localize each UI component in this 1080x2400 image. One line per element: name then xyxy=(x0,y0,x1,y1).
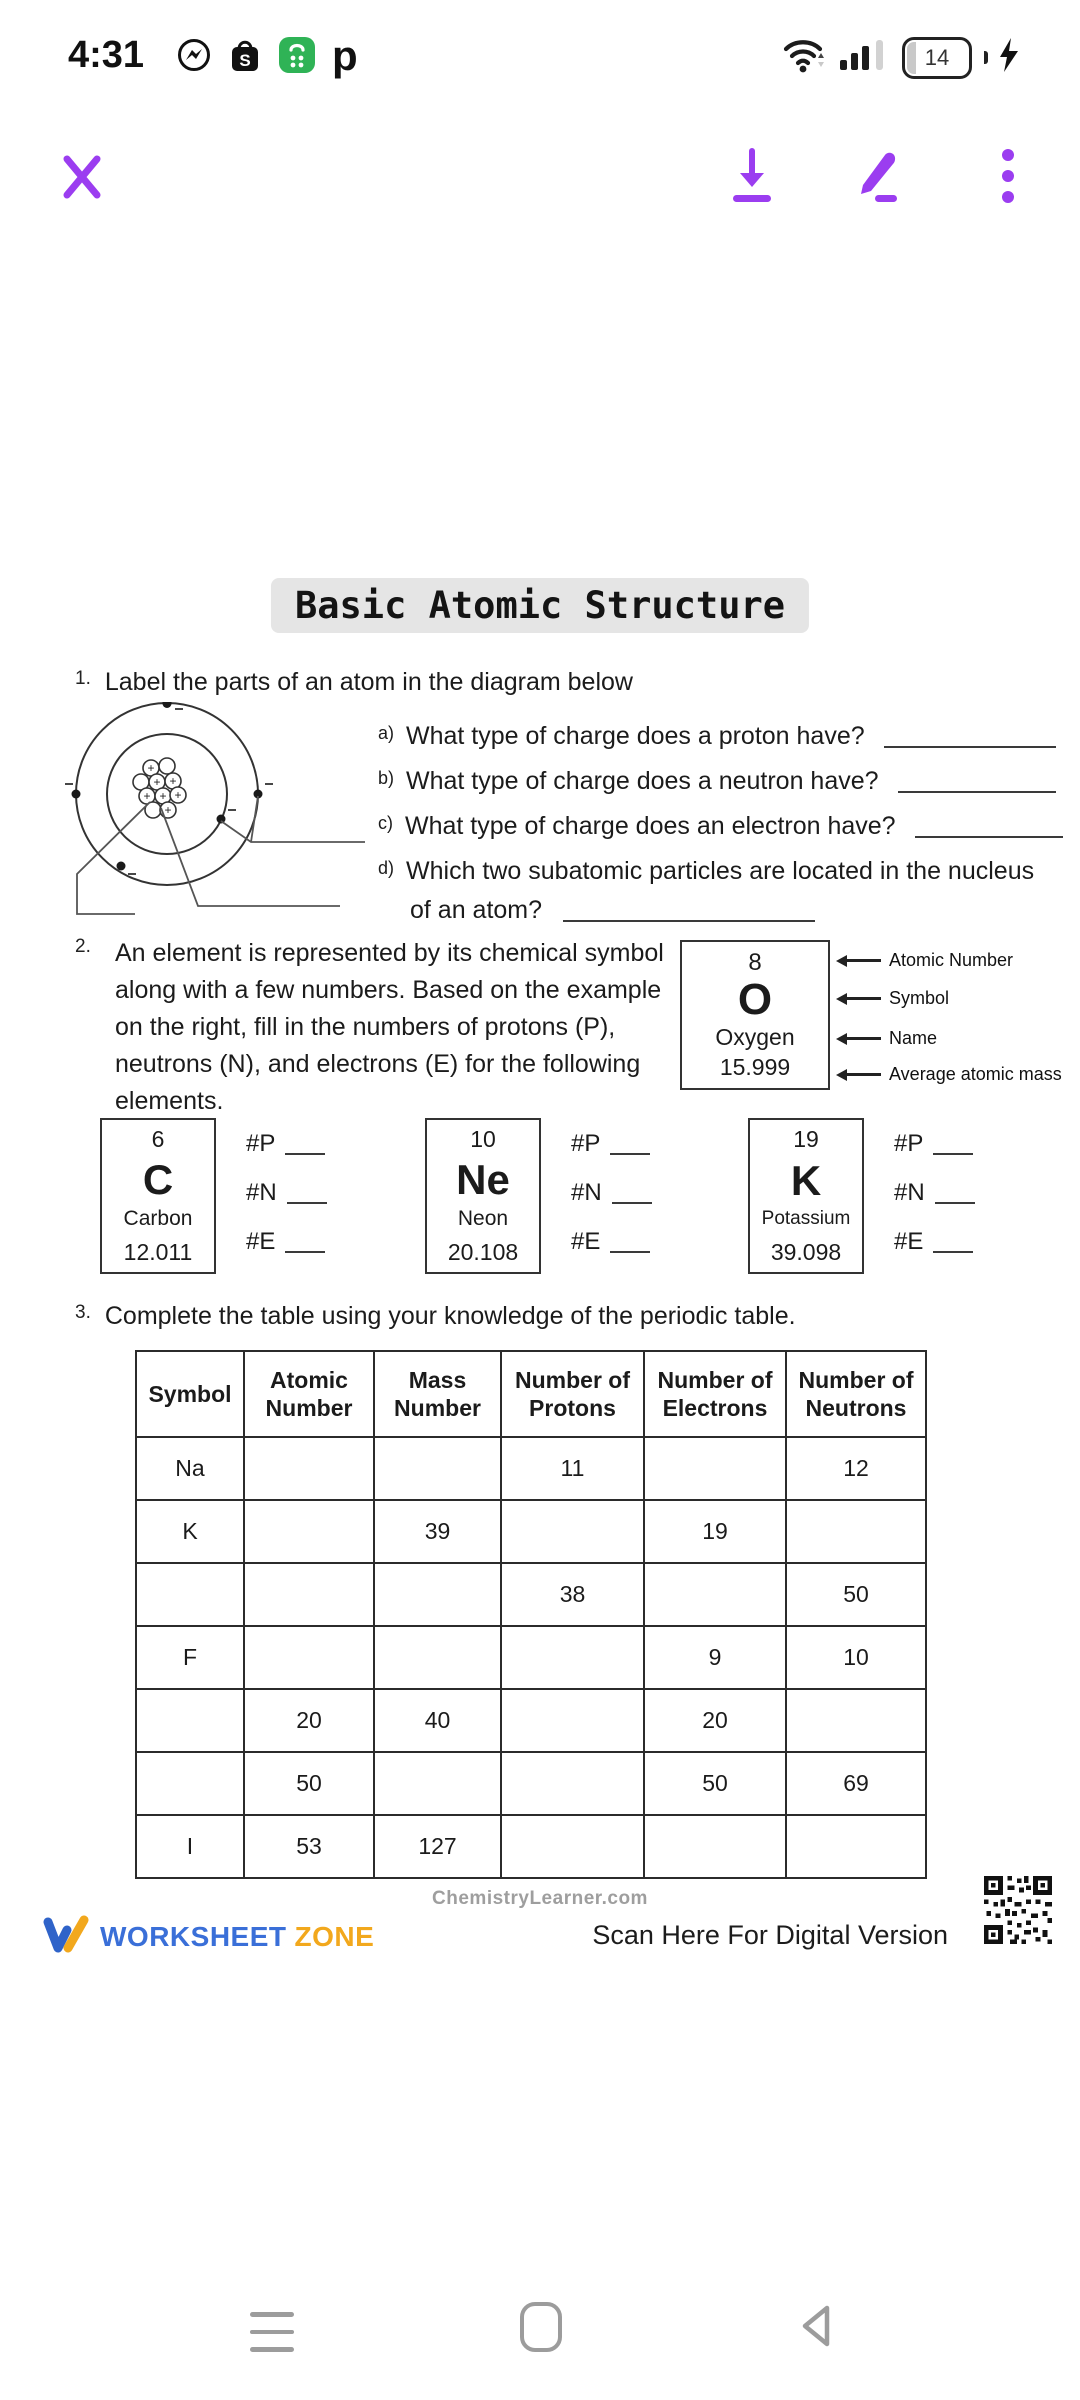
worksheetzone-logo-icon xyxy=(42,1912,90,1961)
signal-icon xyxy=(840,36,892,79)
example-atomic-number: 8 xyxy=(748,949,762,976)
table-cell: 50 xyxy=(244,1752,374,1815)
wifi-icon xyxy=(782,36,830,79)
table-cell xyxy=(786,1815,926,1878)
close-icon xyxy=(57,151,107,206)
question-1d-text: Which two subatomic particles are located in the nucleus xyxy=(406,857,1035,885)
overflow-menu-icon xyxy=(1001,147,1015,210)
home-button[interactable] xyxy=(520,2302,562,2352)
table-cell: 53 xyxy=(244,1815,374,1878)
worksheet-title: Basic Atomic Structure xyxy=(271,578,809,633)
table-cell: 19 xyxy=(644,1500,786,1563)
question-1a-text: What type of charge does a proton have? xyxy=(406,722,865,750)
android-nav-bar xyxy=(0,2290,1080,2370)
answer-blank xyxy=(915,816,1063,838)
download-icon xyxy=(725,147,779,210)
table-cell: 127 xyxy=(374,1815,501,1878)
table-row xyxy=(136,1815,926,1878)
table-cell xyxy=(786,1500,926,1563)
neon-mass: 20.108 xyxy=(447,1239,519,1265)
svg-text:+: + xyxy=(169,774,177,788)
carbon-box xyxy=(100,1118,216,1274)
svg-text:+: + xyxy=(143,789,151,803)
table-row xyxy=(136,1752,926,1815)
table-cell xyxy=(244,1500,374,1563)
table-cell xyxy=(374,1437,501,1500)
neon-atomic-number: 10 xyxy=(470,1126,496,1152)
recents-button[interactable] xyxy=(250,2312,294,2352)
answer-blank xyxy=(612,1182,652,1204)
svg-text:S: S xyxy=(239,51,251,70)
question-3-number: 3. xyxy=(75,1302,91,1323)
col-header: Number of Electrons xyxy=(644,1351,786,1437)
answer-blank xyxy=(898,771,1056,793)
carbon-pne-blanks: #P #N #E xyxy=(246,1118,327,1256)
table-cell xyxy=(244,1563,374,1626)
table-cell: 20 xyxy=(644,1689,786,1752)
table-cell: 20 xyxy=(244,1689,374,1752)
neon-name: Neon xyxy=(457,1207,509,1230)
table-cell xyxy=(244,1626,374,1689)
table-row xyxy=(136,1689,926,1752)
question-1a-letter: a) xyxy=(378,723,395,743)
table-cell: 50 xyxy=(644,1752,786,1815)
question-1c-letter: c) xyxy=(378,813,393,833)
arrow-left-icon xyxy=(836,1033,881,1045)
overflow-menu-button[interactable] xyxy=(978,148,1038,208)
potassium-box xyxy=(748,1118,864,1274)
table-cell: F xyxy=(136,1626,244,1689)
question-1 xyxy=(75,668,633,697)
table-cell: 38 xyxy=(501,1563,644,1626)
col-header: Mass Number xyxy=(374,1351,501,1437)
clock: 4:31 xyxy=(68,34,145,76)
brand-word-zone: ZONE xyxy=(294,1920,375,1952)
svg-text:+: + xyxy=(174,788,182,802)
potassium-mass: 39.098 xyxy=(770,1238,842,1265)
potassium-pne-blanks: #P #N #E xyxy=(894,1118,975,1256)
notification-icons xyxy=(176,31,358,79)
table-cell xyxy=(501,1500,644,1563)
menu-icon xyxy=(250,2312,294,2317)
element-example-card xyxy=(680,940,1060,1092)
atom-diagram xyxy=(55,702,385,935)
worksheetzone-logo xyxy=(42,1912,374,1961)
table-cell: 12 xyxy=(786,1437,926,1500)
question-1-prompt: Label the parts of an atom in the diagram below xyxy=(104,668,633,696)
scan-instruction: Scan Here For Digital Version xyxy=(592,1920,948,1950)
neon-box xyxy=(425,1118,541,1274)
close-button[interactable] xyxy=(52,148,112,208)
potassium-atomic-number: 19 xyxy=(793,1126,819,1152)
question-1-number: 1. xyxy=(75,668,91,689)
question-3-prompt: Complete the table using your knowledge of the periodic table. xyxy=(104,1302,796,1330)
answer-blank xyxy=(610,1133,650,1155)
potassium-name: Potassium xyxy=(761,1208,851,1230)
p-app-icon: p xyxy=(332,31,358,79)
messenger-icon xyxy=(176,37,212,78)
question-1c-text: What type of charge does an electron have? xyxy=(405,812,896,840)
col-header: Atomic Number xyxy=(244,1351,374,1437)
answer-blank xyxy=(884,726,1056,748)
example-label-symbol: Symbol xyxy=(836,988,949,1009)
col-header: Number of Neutrons xyxy=(786,1351,926,1437)
brand-word-worksheet: WORKSHEET xyxy=(100,1920,287,1952)
table-cell xyxy=(136,1563,244,1626)
viewer-toolbar xyxy=(0,140,1080,220)
element-card-neon xyxy=(425,1118,652,1274)
question-2-number: 2. xyxy=(75,936,91,957)
table-cell xyxy=(786,1689,926,1752)
question-1b-letter: b) xyxy=(378,768,395,788)
answer-blank xyxy=(933,1231,973,1253)
table-row xyxy=(136,1626,926,1689)
battery-nub xyxy=(984,51,988,64)
svg-text:+: + xyxy=(164,803,172,817)
question-1d xyxy=(378,857,1034,925)
table-cell: 40 xyxy=(374,1689,501,1752)
periodic-table-exercise xyxy=(135,1350,927,1879)
question-1b xyxy=(378,767,1056,796)
question-3 xyxy=(75,1302,796,1331)
carbon-atomic-number: 6 xyxy=(151,1126,165,1152)
table-row xyxy=(136,1563,926,1626)
edit-icon xyxy=(849,147,907,210)
battery-fill xyxy=(907,42,916,74)
element-example-box xyxy=(680,940,830,1090)
carbon-mass: 12.011 xyxy=(123,1239,193,1265)
back-icon xyxy=(795,2337,839,2354)
table-cell xyxy=(501,1626,644,1689)
answer-blank xyxy=(935,1182,975,1204)
neon-pne-blanks: #P #N #E xyxy=(571,1118,652,1256)
example-label-name: Name xyxy=(836,1028,937,1049)
svg-text:+: + xyxy=(153,775,161,789)
question-1b-text: What type of charge does a neutron have? xyxy=(406,767,879,795)
question-1d-text2: of an atom? xyxy=(410,896,543,924)
table-cell: 69 xyxy=(786,1752,926,1815)
table-cell: 11 xyxy=(501,1437,644,1500)
element-card-potassium xyxy=(748,1118,975,1274)
table-cell: 10 xyxy=(786,1626,926,1689)
table-cell xyxy=(644,1563,786,1626)
arrow-left-icon xyxy=(836,955,881,967)
table-cell xyxy=(374,1563,501,1626)
table-cell xyxy=(374,1626,501,1689)
table-row xyxy=(136,1437,926,1500)
svg-text:+: + xyxy=(147,761,155,775)
table-cell xyxy=(644,1815,786,1878)
shop-app-icon xyxy=(278,36,316,79)
potassium-symbol: K xyxy=(790,1156,822,1204)
status-bar xyxy=(0,28,1080,84)
back-button[interactable] xyxy=(795,2302,839,2355)
table-cell xyxy=(644,1437,786,1500)
answer-blank xyxy=(285,1231,325,1253)
question-1a xyxy=(378,722,1056,751)
question-1c xyxy=(378,812,1063,841)
arrow-left-icon xyxy=(836,1069,881,1081)
table-cell: 39 xyxy=(374,1500,501,1563)
carbon-name: Carbon xyxy=(123,1207,193,1230)
table-cell: 50 xyxy=(786,1563,926,1626)
arrow-left-icon xyxy=(836,993,881,1005)
table-cell xyxy=(136,1752,244,1815)
table-cell xyxy=(136,1689,244,1752)
example-label-atomic-number: Atomic Number xyxy=(836,950,1013,971)
table-cell: K xyxy=(136,1500,244,1563)
carbon-symbol: C xyxy=(142,1156,174,1203)
table-cell xyxy=(501,1689,644,1752)
col-header: Symbol xyxy=(136,1351,244,1437)
battery-level: 14 xyxy=(924,44,950,70)
table-cell: I xyxy=(136,1815,244,1878)
system-status-icons xyxy=(782,36,1020,79)
answer-blank xyxy=(287,1182,327,1204)
table-cell xyxy=(244,1437,374,1500)
edit-button[interactable] xyxy=(848,148,908,208)
col-header: Number of Protons xyxy=(501,1351,644,1437)
neon-symbol: Ne xyxy=(456,1156,510,1203)
answer-blank xyxy=(285,1133,325,1155)
example-label-mass: Average atomic mass xyxy=(836,1064,1062,1085)
table-cell xyxy=(501,1815,644,1878)
qr-code xyxy=(984,1876,1052,1949)
table-cell: 9 xyxy=(644,1626,786,1689)
example-name: Oxygen xyxy=(715,1023,795,1050)
table-cell: Na xyxy=(136,1437,244,1500)
answer-blank xyxy=(610,1231,650,1253)
table-cell xyxy=(374,1752,501,1815)
question-1d-letter: d) xyxy=(378,858,395,878)
answer-blank xyxy=(563,900,815,922)
download-button[interactable] xyxy=(722,148,782,208)
table-cell xyxy=(501,1752,644,1815)
question-2-prompt: An element is represented by its chemical symbol along with a few numbers. Based on the example on the right, fill in the numbers of protons (P), neutrons (N), and electrons (E) for the following elements. xyxy=(115,939,664,1115)
shopee-icon xyxy=(228,36,262,79)
element-card-carbon xyxy=(100,1118,327,1274)
svg-text:+: + xyxy=(159,789,167,803)
charging-bolt-icon xyxy=(998,38,1020,77)
answer-blank xyxy=(933,1133,973,1155)
battery-icon xyxy=(902,37,972,79)
example-mass: 15.999 xyxy=(719,1053,791,1080)
table-header-row xyxy=(136,1351,926,1437)
source-site: ChemistryLearner.com xyxy=(432,1888,648,1909)
example-symbol: O xyxy=(737,975,773,1025)
table-row xyxy=(136,1500,926,1563)
